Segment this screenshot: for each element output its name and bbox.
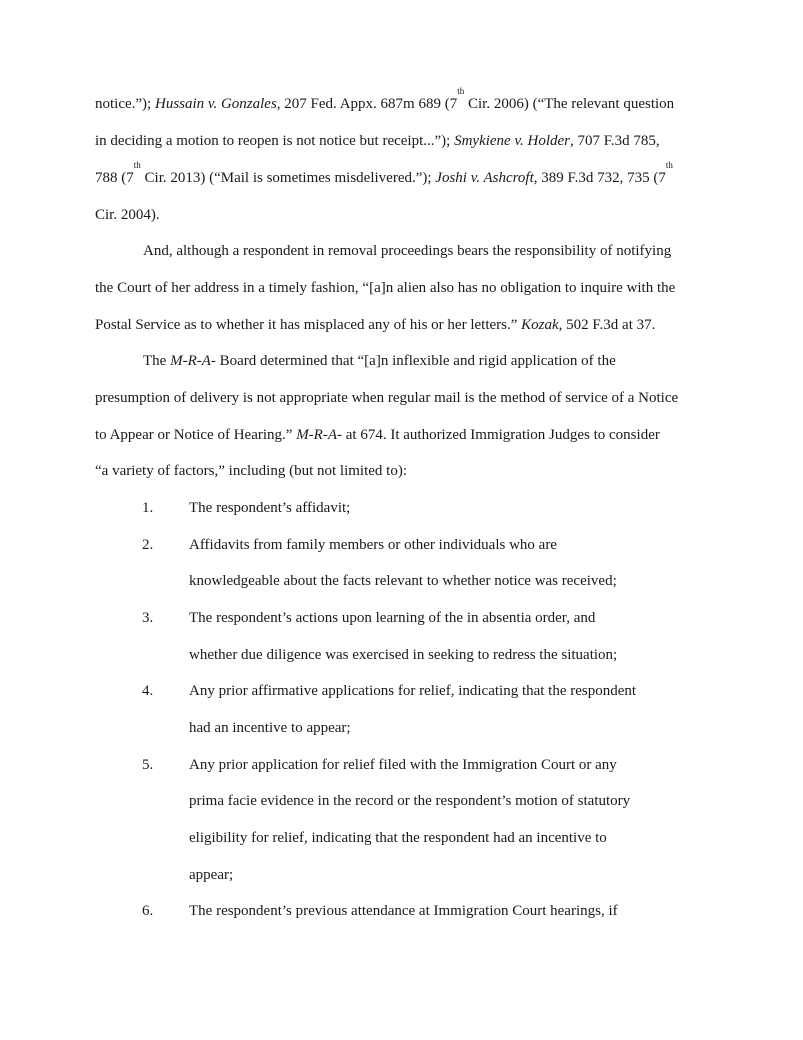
- case-name: Joshi v. Ashcroft: [435, 170, 534, 186]
- list-item-text: knowledgeable about the facts relevant to whether notice was received;: [189, 573, 617, 589]
- para3-line-1: The M-R-A- Board determined that “[a]n inflexible and rigid application of the: [143, 353, 616, 369]
- list-item-number: 5.: [142, 757, 154, 773]
- case-name: M-R-A-: [170, 353, 216, 369]
- list-item-text: Any prior application for relief filed with the Immigration Court or any: [189, 757, 617, 773]
- list-item-text: The respondent’s previous attendance at Immigration Court hearings, if: [189, 903, 618, 919]
- para3-line-3: to Appear or Notice of Hearing.” M-R-A- at 674. It authorized Immigration Judges to consider: [95, 427, 660, 443]
- para1-line-3: 788 (7th Cir. 2013) (“Mail is sometimes misdelivered.”); Joshi v. Ashcroft, 389 F.3d 732, 735 (7th: [95, 160, 673, 186]
- case-name: Hussain v. Gonzales,: [154, 96, 281, 112]
- list-item-text: Any prior affirmative applications for relief, indicating that the respondent: [189, 683, 637, 699]
- para1-line-4: Cir. 2004).: [95, 207, 160, 223]
- list-item-text: eligibility for relief, indicating that the respondent had an incentive to: [189, 830, 607, 846]
- para1-line-1: notice.”); Hussain v. Gonzales, 207 Fed. Appx. 687m 689 (7th Cir. 2006) (“The relevant question: [95, 86, 675, 112]
- case-name: Kozak: [521, 317, 559, 333]
- list-item-text: appear;: [189, 867, 234, 883]
- case-name: Smykiene v. Holder: [454, 133, 570, 149]
- para1-line-2: in deciding a motion to reopen is not notice but receipt...”); Smykiene v. Holder, 707 F.3d 785,: [95, 133, 660, 149]
- list-item-text: The respondent’s actions upon learning of the in absentia order, and: [189, 610, 596, 626]
- para2-line-3: Postal Service as to whether it has misplaced any of his or her letters.” Kozak, 502 F.3d at 37.: [95, 317, 656, 333]
- para2-line-2: the Court of her address in a timely fashion, “[a]n alien also has no obligation to inquire with the: [95, 280, 676, 296]
- case-name: M-R-A-: [296, 427, 342, 443]
- list-item-text: prima facie evidence in the record or the respondent’s motion of statutory: [189, 793, 631, 809]
- list-item-text: whether due diligence was exercised in seeking to redress the situation;: [189, 647, 618, 663]
- list-item-number: 4.: [142, 683, 154, 699]
- list-item-text: had an incentive to appear;: [189, 720, 351, 736]
- list-item-number: 2.: [142, 537, 154, 553]
- list-item-number: 3.: [142, 610, 154, 626]
- para2-line-1: And, although a respondent in removal proceedings bears the responsibility of notifying: [143, 243, 672, 259]
- list-item-number: 1.: [142, 500, 154, 516]
- list-item-text: The respondent’s affidavit;: [189, 500, 351, 516]
- para3-line-2: presumption of delivery is not appropriate when regular mail is the method of service of a Notice: [95, 390, 679, 406]
- list-item-number: 6.: [142, 903, 154, 919]
- list-item-text: Affidavits from family members or other individuals who are: [189, 537, 557, 553]
- para3-line-4: “a variety of factors,” including (but not limited to):: [95, 463, 407, 479]
